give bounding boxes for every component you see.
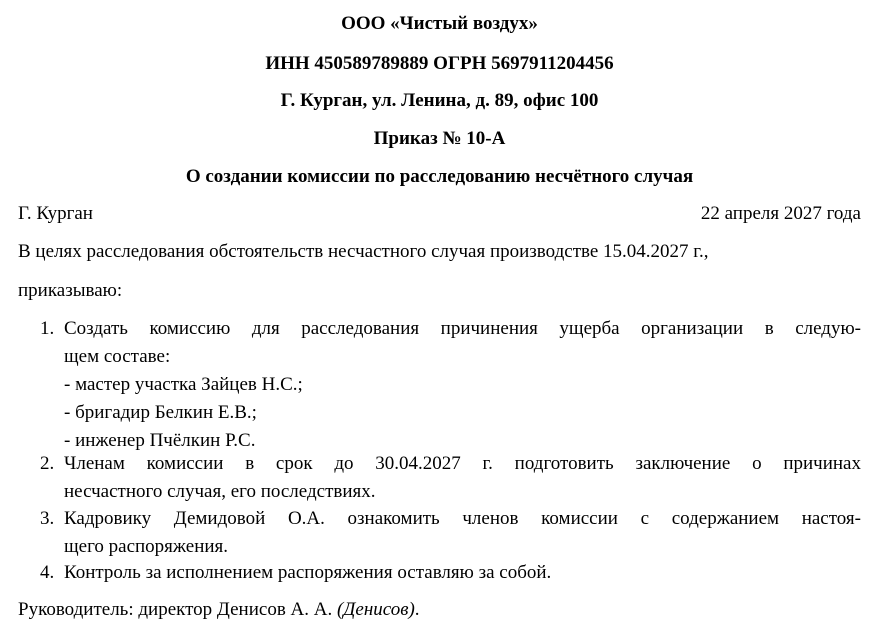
signature-text: Руководитель: директор Денисов А. А. <box>18 599 333 620</box>
item-line: Контроль за исполнением распоряжения оставляю за собой. <box>64 562 552 583</box>
item-body <box>64 318 861 458</box>
item-number: 4. <box>40 562 55 583</box>
commission-member: - бригадир Белкин Е.В.; <box>64 402 257 423</box>
signature-end: . <box>414 599 420 620</box>
item-number: 1. <box>40 318 55 339</box>
item-number: 2. <box>40 453 55 474</box>
date: 22 апреля 2027 года <box>700 203 861 224</box>
company-name: ООО «Чистый воздух» <box>341 13 538 34</box>
preamble: В целях расследования обстоятельств несчастного случая производстве 15.04.2027 г., <box>18 241 709 262</box>
item-line: щего распоряжения. <box>64 536 229 557</box>
item-body <box>64 562 861 590</box>
item-line: Кадровику Демидовой О.А. ознакомить членов комиссии с содержанием настоя- <box>64 508 861 529</box>
registration-numbers: ИНН 450589789889 ОГРН 5697911204456 <box>265 53 614 74</box>
item-line: Членам комиссии в срок до 30.04.2027 г. подготовить заключение о причинах <box>64 453 861 474</box>
commission-member: - мастер участка Зайцев Н.С.; <box>64 374 303 395</box>
commission-member: - инженер Пчёлкин Р.С. <box>64 430 256 451</box>
item-line: щем составе: <box>64 346 171 367</box>
item-body <box>64 453 861 509</box>
place-date-row <box>18 203 861 226</box>
signature-line <box>18 599 861 622</box>
order-word: приказываю: <box>18 280 123 301</box>
company-address: Г. Курган, ул. Ленина, д. 89, офис 100 <box>280 90 599 111</box>
item-number: 3. <box>40 508 55 529</box>
item-body <box>64 508 861 564</box>
signature-mark: (Денисов) <box>336 599 415 620</box>
item-line: Создать комиссию для расследования причинения ущерба организации в следую- <box>64 318 861 339</box>
place: Г. Курган <box>18 203 93 224</box>
order-subject: О создании комиссии по расследованию несчётного случая <box>185 166 694 187</box>
order-number: Приказ № 10-А <box>373 128 506 149</box>
item-line: несчастного случая, его последствиях. <box>64 481 376 502</box>
